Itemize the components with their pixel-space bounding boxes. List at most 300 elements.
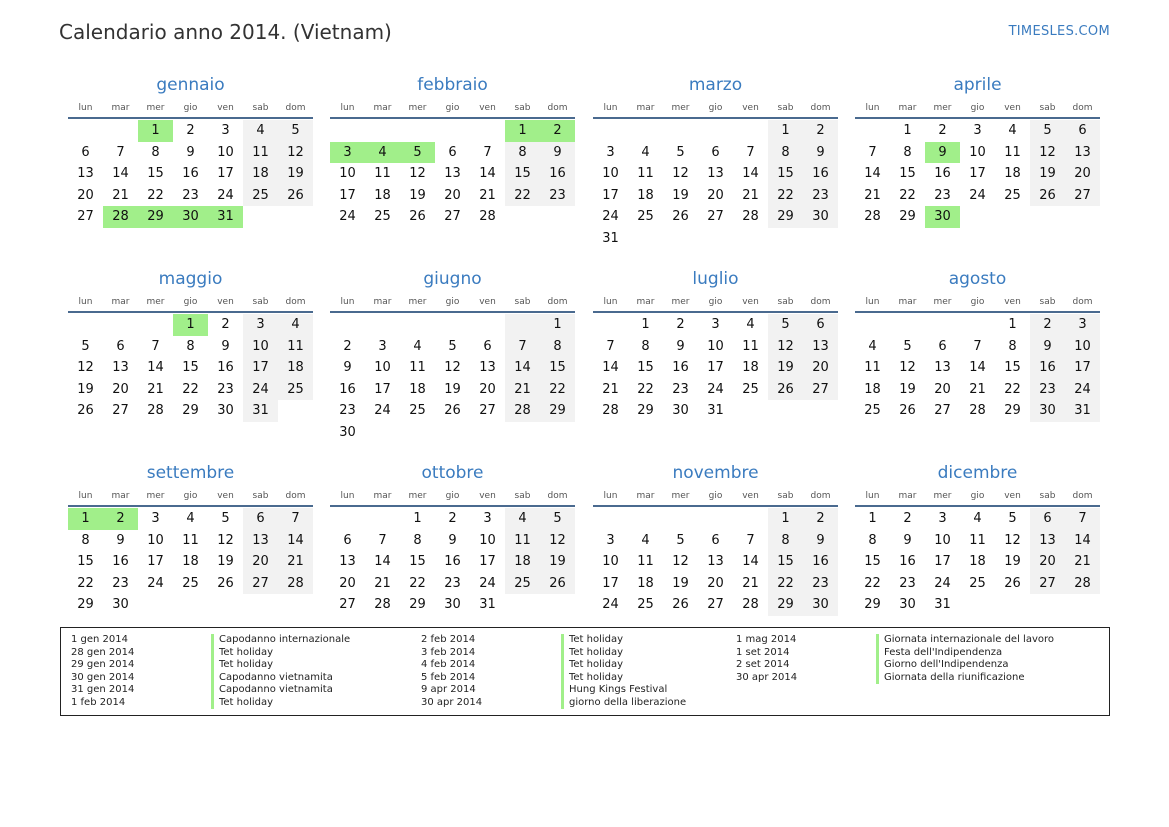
empty-cell <box>890 314 925 336</box>
day-cell: 21 <box>969 381 986 397</box>
day-cell: 27 <box>479 403 496 419</box>
day-cell: 20 <box>934 381 951 397</box>
day-cell: 3 <box>221 123 230 138</box>
day-cell: 14 <box>505 357 540 379</box>
empty-cell <box>1065 206 1100 228</box>
month-name: ottobre <box>421 463 484 483</box>
day-cell: 30 <box>112 597 129 613</box>
month-name: luglio <box>692 269 739 289</box>
day-cell: 16 <box>803 163 838 185</box>
day-cell: 13 <box>444 166 461 182</box>
empty-cell <box>365 120 400 142</box>
empty-cell <box>208 594 243 616</box>
day-cell: 24 <box>1065 379 1100 401</box>
day-cell: 26 <box>444 403 461 419</box>
day-cell: 4 <box>868 338 877 354</box>
weekday-label: dom <box>285 491 306 501</box>
empty-cell <box>470 314 505 336</box>
empty-cell <box>995 594 1030 616</box>
day-cell: 8 <box>540 336 575 358</box>
day-cell: 5 <box>278 120 313 142</box>
day-cell: 30 <box>444 597 461 613</box>
weekday-label: mar <box>373 491 392 501</box>
day-cell: 16 <box>1030 357 1065 379</box>
day-cell: 23 <box>217 381 234 397</box>
weekday-label: sab <box>514 491 531 501</box>
day-cell: 26 <box>540 573 575 595</box>
day-cell: 10 <box>147 532 164 548</box>
weekday-label: mer <box>408 491 427 501</box>
day-cell: 12 <box>409 166 426 182</box>
day-cell: 19 <box>672 187 689 203</box>
legend-entry <box>421 634 686 647</box>
day-cell: 28 <box>374 597 391 613</box>
weekday-label: gio <box>708 491 723 501</box>
day-cell: 10 <box>934 532 951 548</box>
empty-cell <box>505 422 540 444</box>
day-cell: 17 <box>602 187 619 203</box>
day-cell: 3 <box>938 511 947 526</box>
empty-cell <box>663 120 698 142</box>
day-cell: 5 <box>1008 511 1017 526</box>
legend-holiday-name: Capodanno vietnamita <box>211 672 333 685</box>
empty-cell <box>278 400 313 422</box>
weekday-label: dom <box>547 491 568 501</box>
weekday-label: gio <box>183 103 198 113</box>
holiday-day: 1 <box>138 120 173 142</box>
legend-entry <box>71 647 350 660</box>
weekday-header <box>855 487 1100 507</box>
day-cell: 29 <box>864 597 881 613</box>
day-grid <box>855 119 1100 228</box>
day-cell: 11 <box>182 532 199 548</box>
day-cell: 16 <box>803 551 838 573</box>
day-cell: 10 <box>217 144 234 160</box>
day-cell: 19 <box>444 381 461 397</box>
day-cell: 9 <box>221 338 230 354</box>
day-cell: 16 <box>217 360 234 376</box>
weekday-label: gio <box>970 103 985 113</box>
day-cell: 13 <box>803 336 838 358</box>
legend-date: 2 feb 2014 <box>421 634 476 645</box>
weekday-label: ven <box>479 491 496 501</box>
day-cell: 22 <box>540 379 575 401</box>
day-cell: 17 <box>243 357 278 379</box>
day-cell: 3 <box>606 532 615 548</box>
empty-cell <box>593 508 628 530</box>
site-link[interactable]: TIMESLES.COM <box>1008 24 1110 39</box>
day-cell: 4 <box>186 511 195 526</box>
day-grid <box>593 119 838 250</box>
day-cell: 24 <box>243 379 278 401</box>
holiday-day: 1 <box>68 508 103 530</box>
day-cell: 9 <box>803 530 838 552</box>
legend-entry <box>421 659 686 672</box>
day-cell: 13 <box>112 360 129 376</box>
legend-entry <box>736 634 1054 647</box>
legend-entry <box>421 697 686 710</box>
legend-entry <box>736 659 1054 672</box>
weekday-label: lun <box>78 491 93 501</box>
legend-holiday-name: Tet holiday <box>561 672 623 685</box>
month-name: marzo <box>688 75 743 95</box>
month-marzo <box>593 74 838 250</box>
weekday-label: ven <box>479 297 496 307</box>
day-cell: 29 <box>77 597 94 613</box>
day-cell: 24 <box>374 403 391 419</box>
day-cell: 26 <box>768 379 803 401</box>
day-cell: 24 <box>969 187 986 203</box>
weekday-label: dom <box>285 103 306 113</box>
legend-holiday-name: Tet holiday <box>211 659 273 672</box>
day-cell: 6 <box>1030 508 1065 530</box>
day-cell: 12 <box>1004 532 1021 548</box>
day-cell: 9 <box>448 532 457 548</box>
day-cell: 1 <box>768 508 803 530</box>
day-cell: 21 <box>479 187 496 203</box>
holiday-day: 9 <box>925 142 960 164</box>
month-name: dicembre <box>937 463 1018 483</box>
weekday-label: mer <box>146 297 165 307</box>
weekday-label: mar <box>373 297 392 307</box>
day-cell: 7 <box>151 338 160 354</box>
weekday-header <box>68 99 313 119</box>
day-cell: 14 <box>374 554 391 570</box>
day-cell: 8 <box>505 142 540 164</box>
day-cell: 4 <box>641 144 650 160</box>
day-cell: 12 <box>768 336 803 358</box>
weekday-label: mer <box>671 103 690 113</box>
weekday-label: gio <box>183 297 198 307</box>
day-cell: 11 <box>505 530 540 552</box>
day-cell: 3 <box>151 511 160 526</box>
weekday-label: gio <box>445 103 460 113</box>
day-cell: 25 <box>864 403 881 419</box>
day-cell: 17 <box>339 187 356 203</box>
day-cell: 21 <box>602 381 619 397</box>
day-cell: 3 <box>973 123 982 138</box>
day-cell: 23 <box>1030 379 1065 401</box>
day-cell: 4 <box>243 120 278 142</box>
empty-cell <box>855 120 890 142</box>
weekday-label: mar <box>636 491 655 501</box>
weekday-label: sab <box>252 297 269 307</box>
legend-date: 30 gen 2014 <box>71 671 135 683</box>
month-settembre <box>68 462 313 616</box>
day-cell: 20 <box>77 187 94 203</box>
day-cell: 16 <box>934 166 951 182</box>
day-cell: 17 <box>602 575 619 591</box>
weekday-label: mar <box>111 103 130 113</box>
holiday-day: 1 <box>505 120 540 142</box>
day-cell: 5 <box>676 532 685 548</box>
holiday-day: 1 <box>173 314 208 336</box>
day-cell: 25 <box>1004 187 1021 203</box>
day-cell: 17 <box>1065 357 1100 379</box>
legend-holiday-name: Giornata internazionale del lavoro <box>876 634 1054 647</box>
day-cell: 5 <box>768 314 803 336</box>
day-cell: 10 <box>1065 336 1100 358</box>
day-cell: 18 <box>637 187 654 203</box>
day-cell: 27 <box>707 209 724 225</box>
day-cell: 15 <box>637 360 654 376</box>
empty-cell <box>400 314 435 336</box>
day-cell: 23 <box>934 187 951 203</box>
day-cell: 24 <box>602 597 619 613</box>
weekday-label: mer <box>671 491 690 501</box>
month-febbraio <box>330 74 575 228</box>
empty-cell <box>925 314 960 336</box>
day-cell: 19 <box>409 187 426 203</box>
day-cell: 21 <box>374 575 391 591</box>
weekday-label: mer <box>933 491 952 501</box>
day-grid <box>330 119 575 228</box>
day-cell: 9 <box>903 532 912 548</box>
legend-entry <box>71 659 350 672</box>
day-grid <box>855 507 1100 616</box>
weekday-label: lun <box>340 491 355 501</box>
empty-cell <box>365 508 400 530</box>
day-cell: 14 <box>969 360 986 376</box>
legend-date: 3 feb 2014 <box>421 646 476 658</box>
day-cell: 6 <box>81 144 90 160</box>
day-cell: 5 <box>540 508 575 530</box>
day-cell: 1 <box>413 511 422 526</box>
day-cell: 8 <box>903 144 912 160</box>
day-cell: 15 <box>505 163 540 185</box>
day-cell: 22 <box>864 575 881 591</box>
day-cell: 2 <box>343 338 352 354</box>
day-cell: 13 <box>1065 142 1100 164</box>
weekday-label: sab <box>777 491 794 501</box>
day-cell: 5 <box>676 144 685 160</box>
day-cell: 21 <box>112 187 129 203</box>
empty-cell <box>1030 594 1065 616</box>
day-cell: 25 <box>182 575 199 591</box>
day-cell: 4 <box>1008 123 1017 138</box>
day-cell: 16 <box>339 381 356 397</box>
day-cell: 17 <box>934 554 951 570</box>
day-cell: 18 <box>374 187 391 203</box>
month-name: agosto <box>948 269 1007 289</box>
weekday-label: lun <box>603 491 618 501</box>
weekday-label: mer <box>146 491 165 501</box>
weekday-label: ven <box>1004 491 1021 501</box>
day-cell: 24 <box>479 575 496 591</box>
empty-cell <box>278 206 313 228</box>
day-cell: 19 <box>278 163 313 185</box>
weekday-label: mer <box>146 103 165 113</box>
day-cell: 1 <box>868 511 877 526</box>
empty-cell <box>435 422 470 444</box>
day-cell: 24 <box>217 187 234 203</box>
day-cell: 22 <box>768 185 803 207</box>
empty-cell <box>400 422 435 444</box>
day-cell: 18 <box>409 381 426 397</box>
day-cell: 23 <box>540 185 575 207</box>
day-cell: 7 <box>483 144 492 160</box>
day-cell: 7 <box>116 144 125 160</box>
weekday-label: gio <box>970 491 985 501</box>
weekday-label: gio <box>708 297 723 307</box>
day-cell: 11 <box>742 338 759 354</box>
day-cell: 13 <box>479 360 496 376</box>
day-cell: 7 <box>746 144 755 160</box>
day-cell: 8 <box>641 338 650 354</box>
weekday-label: lun <box>865 297 880 307</box>
legend-date: 4 feb 2014 <box>421 659 476 670</box>
weekday-label: mar <box>111 297 130 307</box>
day-cell: 23 <box>339 403 356 419</box>
empty-cell <box>365 422 400 444</box>
day-cell: 9 <box>1030 336 1065 358</box>
weekday-label: dom <box>1072 491 1093 501</box>
weekday-label: mer <box>933 297 952 307</box>
day-cell: 22 <box>1004 381 1021 397</box>
day-cell: 18 <box>969 554 986 570</box>
legend-date: 1 feb 2014 <box>71 696 126 708</box>
day-cell: 26 <box>1030 185 1065 207</box>
holiday-day: 2 <box>540 120 575 142</box>
legend-column <box>71 634 350 709</box>
legend-holiday-name: Tet holiday <box>211 647 273 660</box>
day-cell: 19 <box>1030 163 1065 185</box>
weekday-header <box>855 99 1100 119</box>
weekday-label: dom <box>810 297 831 307</box>
empty-cell <box>1065 594 1100 616</box>
day-cell: 31 <box>707 403 724 419</box>
legend-date: 30 apr 2014 <box>736 671 798 683</box>
day-cell: 28 <box>505 400 540 422</box>
holiday-day: 5 <box>400 142 435 164</box>
day-cell: 8 <box>768 530 803 552</box>
month-name: aprile <box>953 75 1002 95</box>
day-cell: 12 <box>672 554 689 570</box>
day-cell: 21 <box>147 381 164 397</box>
legend-holiday-name: Capodanno internazionale <box>211 634 350 647</box>
day-cell: 23 <box>182 187 199 203</box>
day-cell: 1 <box>903 123 912 138</box>
day-cell: 13 <box>77 166 94 182</box>
holiday-day: 31 <box>208 206 243 228</box>
day-cell: 21 <box>1065 551 1100 573</box>
legend-entry <box>421 647 686 660</box>
day-cell: 20 <box>707 187 724 203</box>
day-cell: 1 <box>540 314 575 336</box>
day-cell: 6 <box>448 144 457 160</box>
weekday-label: lun <box>603 297 618 307</box>
day-cell: 25 <box>637 209 654 225</box>
holiday-day: 30 <box>173 206 208 228</box>
day-cell: 27 <box>803 379 838 401</box>
month-name: maggio <box>158 269 223 289</box>
empty-cell <box>540 206 575 228</box>
day-cell: 17 <box>147 554 164 570</box>
empty-cell <box>365 314 400 336</box>
empty-cell <box>803 228 838 250</box>
day-cell: 29 <box>637 403 654 419</box>
day-cell: 9 <box>540 142 575 164</box>
day-cell: 20 <box>707 575 724 591</box>
day-cell: 30 <box>899 597 916 613</box>
weekday-label: lun <box>78 103 93 113</box>
empty-cell <box>243 206 278 228</box>
empty-cell <box>540 422 575 444</box>
day-cell: 26 <box>672 209 689 225</box>
day-cell: 14 <box>1065 530 1100 552</box>
day-cell: 10 <box>969 144 986 160</box>
legend-holiday-name: giorno della liberazione <box>561 697 686 710</box>
day-cell: 26 <box>899 403 916 419</box>
day-cell: 25 <box>637 597 654 613</box>
day-cell: 9 <box>343 360 352 376</box>
legend-date: 30 apr 2014 <box>421 696 483 708</box>
empty-cell <box>330 120 365 142</box>
day-cell: 29 <box>409 597 426 613</box>
day-cell: 27 <box>77 209 94 225</box>
weekday-label: mar <box>636 103 655 113</box>
day-cell: 18 <box>864 381 881 397</box>
day-cell: 17 <box>374 381 391 397</box>
month-luglio <box>593 268 838 422</box>
day-cell: 28 <box>742 209 759 225</box>
weekday-label: lun <box>78 297 93 307</box>
day-cell: 12 <box>217 532 234 548</box>
day-cell: 26 <box>409 209 426 225</box>
day-cell: 20 <box>243 551 278 573</box>
month-gennaio <box>68 74 313 228</box>
day-cell: 28 <box>278 573 313 595</box>
legend-date: 2 set 2014 <box>736 659 790 670</box>
empty-cell <box>628 120 663 142</box>
day-cell: 25 <box>278 379 313 401</box>
weekday-label: ven <box>479 103 496 113</box>
day-cell: 11 <box>969 532 986 548</box>
holiday-day: 30 <box>925 206 960 228</box>
day-cell: 28 <box>602 403 619 419</box>
weekday-label: sab <box>777 297 794 307</box>
day-cell: 25 <box>243 185 278 207</box>
weekday-label: dom <box>810 103 831 113</box>
day-cell: 30 <box>217 403 234 419</box>
day-cell: 17 <box>217 166 234 182</box>
weekday-label: dom <box>285 297 306 307</box>
weekday-header <box>330 487 575 507</box>
month-aprile <box>855 74 1100 228</box>
day-cell: 24 <box>147 575 164 591</box>
legend-holiday-name: Tet holiday <box>561 647 623 660</box>
day-cell: 6 <box>711 532 720 548</box>
day-cell: 12 <box>1030 142 1065 164</box>
legend-date: 1 set 2014 <box>736 646 790 658</box>
empty-cell <box>278 594 313 616</box>
empty-cell <box>698 228 733 250</box>
empty-cell <box>995 206 1030 228</box>
day-cell: 27 <box>1065 185 1100 207</box>
day-grid <box>68 119 313 228</box>
day-cell: 9 <box>803 142 838 164</box>
day-cell: 5 <box>81 338 90 354</box>
empty-cell <box>593 314 628 336</box>
day-cell: 8 <box>868 532 877 548</box>
day-cell: 24 <box>339 209 356 225</box>
day-cell: 18 <box>1004 166 1021 182</box>
weekday-label: lun <box>603 103 618 113</box>
day-cell: 2 <box>938 123 947 138</box>
day-cell: 1 <box>1008 317 1017 332</box>
day-cell: 5 <box>448 338 457 354</box>
day-cell: 25 <box>742 381 759 397</box>
